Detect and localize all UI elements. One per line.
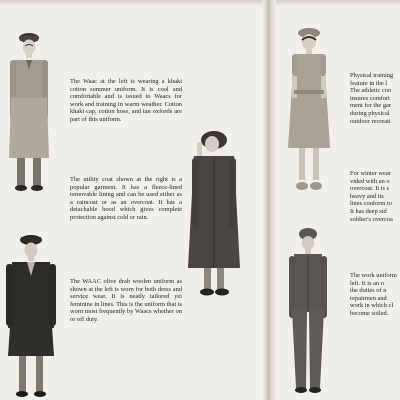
caption-physical-training: Physical training feature in the l The athletic coo insures comfort ment for the gar during physical outdoor recreati (350, 72, 394, 125)
caption-utility-coat: The utility coat shown at the right is a popular garment. It has a fleece-lined removable lining and can be used either as a raincoat or as an overcoat. It has a detachable hood which gives complete protection against cold or rain. (70, 176, 182, 221)
photo-utility-coat (184, 128, 244, 300)
photo-summer-uniform (2, 30, 56, 202)
caption-winter-overcoat: For winter wear vided with an o overcoat. It is s heavy and its lines conform to It has deep sid soldier's overcoa (350, 170, 393, 223)
caption-work-uniform: The work uniform left. It is an o the duties of n repairmen and work in which cl become soiled. (350, 272, 397, 317)
caption-summer-uniform: The Waac at the left is wearing a khaki cotton summer uniform. It is cool and comfortable and is issued to Waacs for work and training in warm weather. Cotton khaki cap, cotton hose, and tan oxfords are part of this uniform. (70, 78, 182, 123)
photo-physical-training (284, 26, 334, 198)
caption-wool-uniform: The WAAC olive drab woolen uniform as shown at the left is worn for both dress and service wear. It is neatly tailored yet feminine in lines. This is the uniform that is worn most frequently by Waacs whether on or off duty. (70, 278, 182, 323)
page-top-shadow (0, 0, 400, 6)
photo-wool-uniform (2, 232, 60, 400)
book-gutter (262, 0, 276, 400)
photo-work-uniform (286, 226, 334, 398)
